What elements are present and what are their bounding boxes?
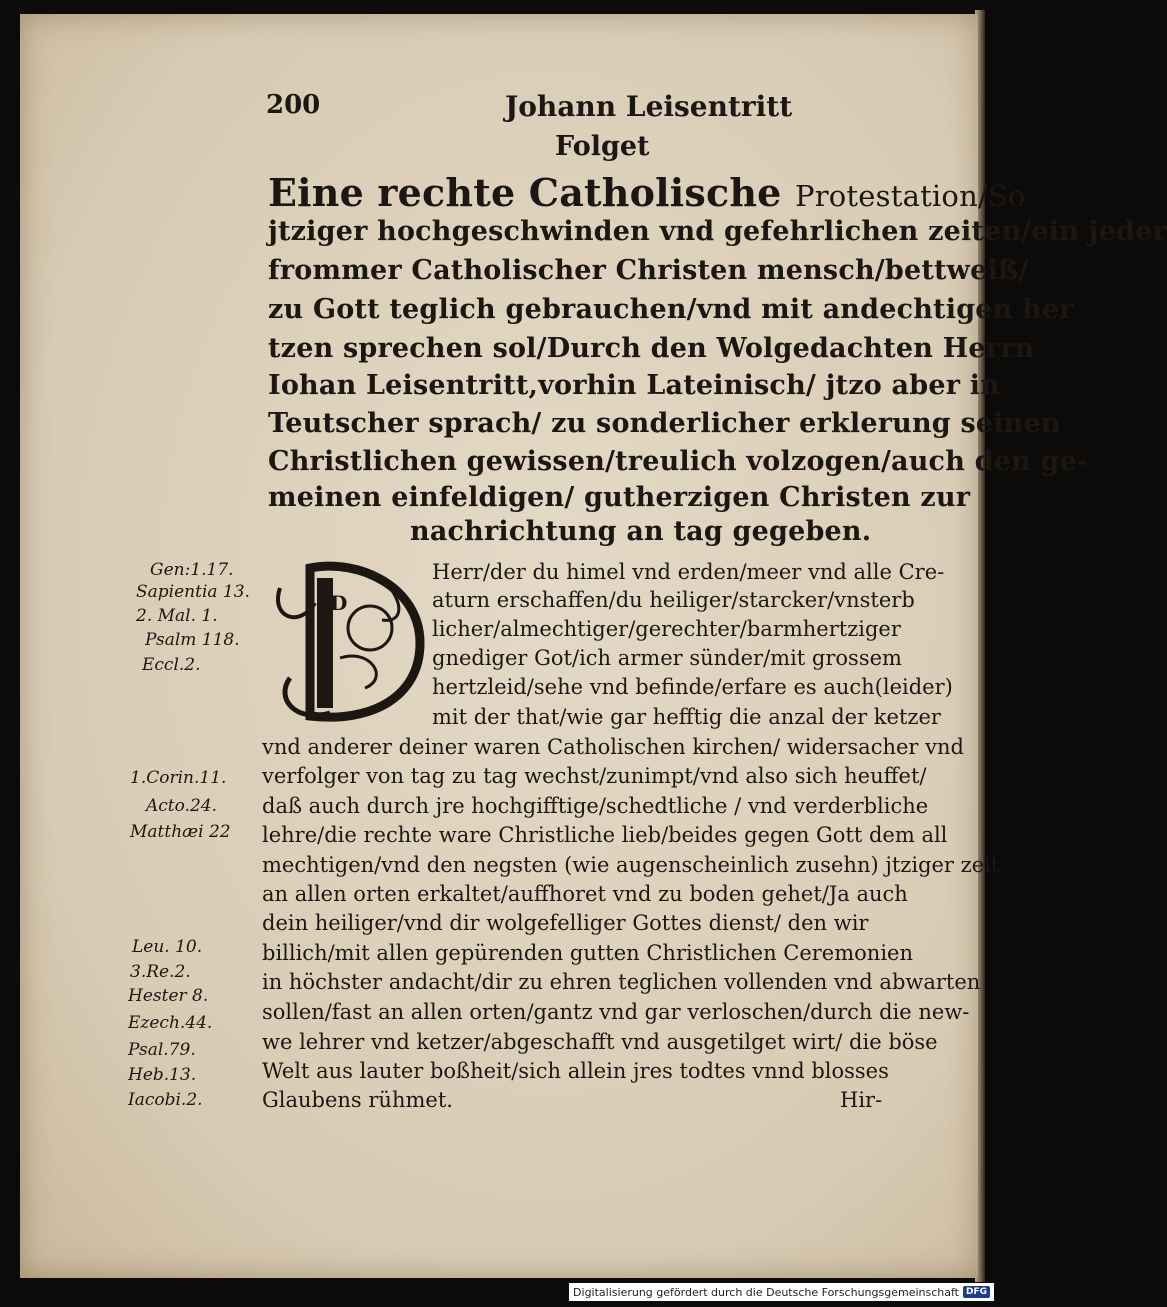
body-line: dein heiliger/vnd dir wolgefelliger Gottes dienst/ den wir [262,911,869,935]
body-line: mechtigen/vnd den negsten (wie augenscheinlich zusehn) jtziger zeit [262,853,1000,877]
title-main: Eine rechte Catholische [268,170,782,215]
title-line: frommer Catholischer Christen mensch/bettweiß/ [268,255,1029,286]
title-line: tzen sprechen sol/Durch den Wolgedachten Herrn [268,333,1035,364]
margin-note: Psalm 118. [145,630,240,650]
title-line: Christlichen gewissen/treulich volzogen/auch den ge- [268,446,1089,477]
dfg-logo-icon: DFG [963,1286,990,1298]
body-line: licher/almechtiger/gerechter/barmhertziger [432,617,901,641]
body-line: in höchster andacht/dir zu ehren teglichen vollenden vnd abwarten [262,970,981,994]
folget-heading: Folget [555,131,650,162]
title-line-1 [268,170,1026,215]
body-line: hertzleid/sehe vnd befinde/erfare es auch(leider) [432,675,953,699]
margin-note: Matthæi 22 [130,822,231,842]
body-line: billich/mit allen gepürenden gutten Christlichen Ceremonien [262,941,913,965]
margin-note: Ezech.44. [128,1013,213,1033]
margin-note: Acto.24. [146,796,218,816]
margin-note: Gen:1.17. [150,560,234,580]
body-line: daß auch durch jre hochgifftige/schedtliche / vnd verderbliche [262,794,929,818]
title-line: meinen einfeldigen/ gutherzigen Christen zur [268,482,971,513]
initial-letter: D [330,591,348,615]
body-line: an allen orten erkaltet/auffhoret vnd zu boden gehet/Ja auch [262,882,908,906]
body-line: gnediger Got/ich armer sünder/mit grossem [432,646,902,670]
margin-note: Hester 8. [128,986,209,1006]
title-line: jtziger hochgeschwinden vnd gefehrlichen zeiten/ein jeder [268,216,1167,247]
body-line: Glaubens rühmet. [262,1088,453,1112]
margin-note: 1.Corin.11. [130,768,227,788]
credit-text: Digitalisierung gefördert durch die Deutsche Forschungsgemeinschaft [573,1285,959,1299]
margin-note: Heb.13. [128,1065,197,1085]
body-line: verfolger von tag zu tag wechst/zunimpt/vnd also sich heuffet/ [262,764,927,788]
digitization-credit [569,1283,994,1301]
title-rest: Protestation/So [795,179,1026,213]
margin-note: Leu. 10. [132,937,203,957]
body-line: we lehrer vnd ketzer/abgeschafft vnd ausgetilget wirt/ die böse [262,1030,938,1054]
page-number: 200 [266,90,321,120]
title-line: Iohan Leisentritt,vorhin Lateinisch/ jtzo aber in [268,370,1001,401]
body-line: mit der that/wie gar hefftig die anzal der ketzer [432,705,941,729]
margin-note: Eccl.2. [142,655,201,675]
body-line: aturn erschaffen/du heiliger/starcker/vnsterb [432,588,915,612]
margin-note: Sapientia 13. [136,582,250,602]
body-line: sollen/fast an allen orten/gantz vnd gar verloschen/durch die new- [262,1000,970,1024]
body-line: vnd anderer deiner waren Catholischen kirchen/ widersacher vnd [262,735,964,759]
title-line: zu Gott teglich gebrauchen/vnd mit andechtigen her [268,294,1074,325]
catchword: Hir- [840,1088,883,1112]
margin-note: Psal.79. [128,1040,196,1060]
body-line: Welt aus lauter boßheit/sich allein jres todtes vnnd blosses [262,1059,889,1083]
body-line: lehre/die rechte ware Christliche lieb/beides gegen Gott dem all [262,823,948,847]
margin-note: 2. Mal. 1. [136,606,218,626]
margin-note: Iacobi.2. [128,1090,203,1110]
body-line: Herr/der du himel vnd erden/meer vnd alle Cre- [432,560,945,584]
title-line: Teutscher sprach/ zu sonderlicher erklerung seinen [268,408,1061,439]
running-title: Johann Leisentritt [505,90,793,123]
decorated-initial-d [270,548,430,728]
title-line: nachrichtung an tag gegeben. [410,516,872,547]
margin-note: 3.Re.2. [130,962,191,982]
